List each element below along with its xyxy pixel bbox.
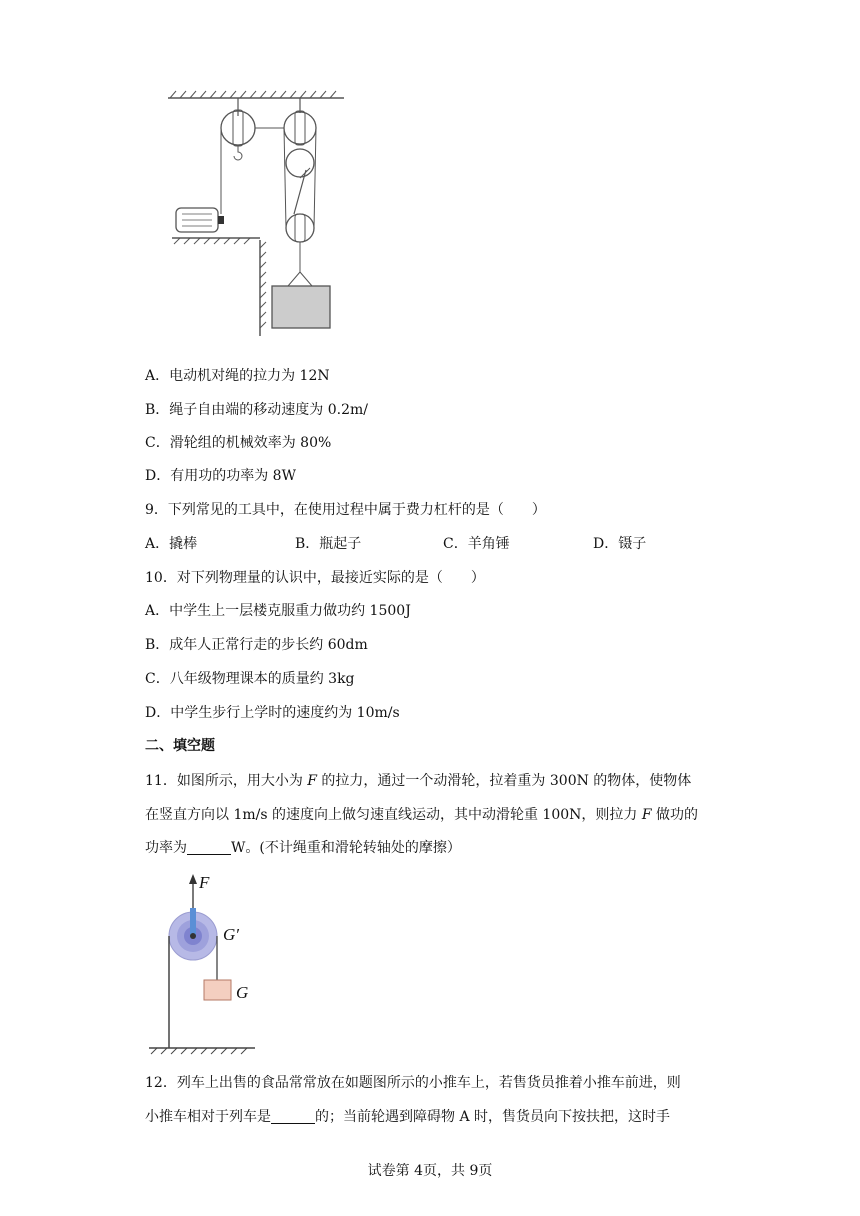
label-g: G xyxy=(236,983,249,1002)
q9-option-c: C．羊角锤 xyxy=(443,536,510,552)
q11-text-1a: 11．如图所示，用大小为 xyxy=(145,773,308,789)
weight-box xyxy=(204,980,231,1000)
q12-line-1: 12．列车上出售的食品常常放在如题图所示的小推车上，若售货员推着小推车前进，则 xyxy=(145,1075,681,1091)
q11-text-1b: 的拉力，通过一个动滑轮，拉着重为 300N 的物体，使物体 xyxy=(316,773,692,789)
q11-line-3 xyxy=(145,838,461,858)
label-g-prime: G′ xyxy=(223,925,239,944)
q9-stem: 9．下列常见的工具中，在使用过程中属于费力杠杆的是（ ） xyxy=(145,502,546,518)
q11-text-2a: 在竖直方向以 1m/s 的速度向上做匀速直线运动，其中动滑轮重 100N，则拉力 xyxy=(145,807,642,823)
q12-line-2 xyxy=(145,1107,670,1127)
q11-var-f: F xyxy=(307,773,317,789)
q11-line-2 xyxy=(145,805,698,825)
q10-option-b: B．成年人正常行走的步长约 60dm xyxy=(145,637,368,653)
answer-blank-2[interactable] xyxy=(271,1109,315,1124)
q10-option-a: A．中学生上一层楼克服重力做功约 1500J xyxy=(145,603,411,619)
q12-text-2a: 小推车相对于列车是 xyxy=(145,1109,271,1125)
section-title: 二、填空题 xyxy=(145,738,215,754)
answer-blank[interactable] xyxy=(187,840,231,855)
q9-option-a: A．撬棒 xyxy=(145,536,198,552)
q11-text-3b: W。(不计绳重和滑轮转轴处的摩擦） xyxy=(231,840,461,856)
page-footer: 试卷第 4页，共 9页 xyxy=(367,1163,493,1179)
q8-option-a: A．电动机对绳的拉力为 12N xyxy=(145,368,330,384)
q11-line-1 xyxy=(145,771,691,791)
load-block xyxy=(272,286,330,328)
q9-option-b: B．瓶起子 xyxy=(295,536,362,552)
q10-option-c: C．八年级物理课本的质量约 3kg xyxy=(145,671,355,687)
label-f: F xyxy=(199,873,210,892)
q8-option-d: D．有用功的功率为 8W xyxy=(145,468,296,484)
q10-stem: 10．对下列物理量的认识中，最接近实际的是（ ） xyxy=(145,570,485,586)
q11-text-2b: 做功的 xyxy=(651,807,699,823)
q9-options xyxy=(145,534,765,554)
q9-option-d: D．镊子 xyxy=(593,536,647,552)
q10-option-d: D．中学生步行上学时的速度约为 10m/s xyxy=(145,705,400,721)
q8-option-c: C．滑轮组的机械效率为 80% xyxy=(145,435,332,451)
q11-var-f-2: F xyxy=(641,807,652,823)
movable-pulley-figure xyxy=(145,868,265,1058)
q11-text-3a: 功率为 xyxy=(145,840,187,856)
q8-option-b: B．绳子自由端的移动速度为 0.2m/ xyxy=(145,402,368,418)
wall-and-load-figure xyxy=(162,240,362,340)
q12-text-2b: 的；当前轮遇到障碍物 A 时，售货员向下按扶把，这时手 xyxy=(315,1109,671,1125)
